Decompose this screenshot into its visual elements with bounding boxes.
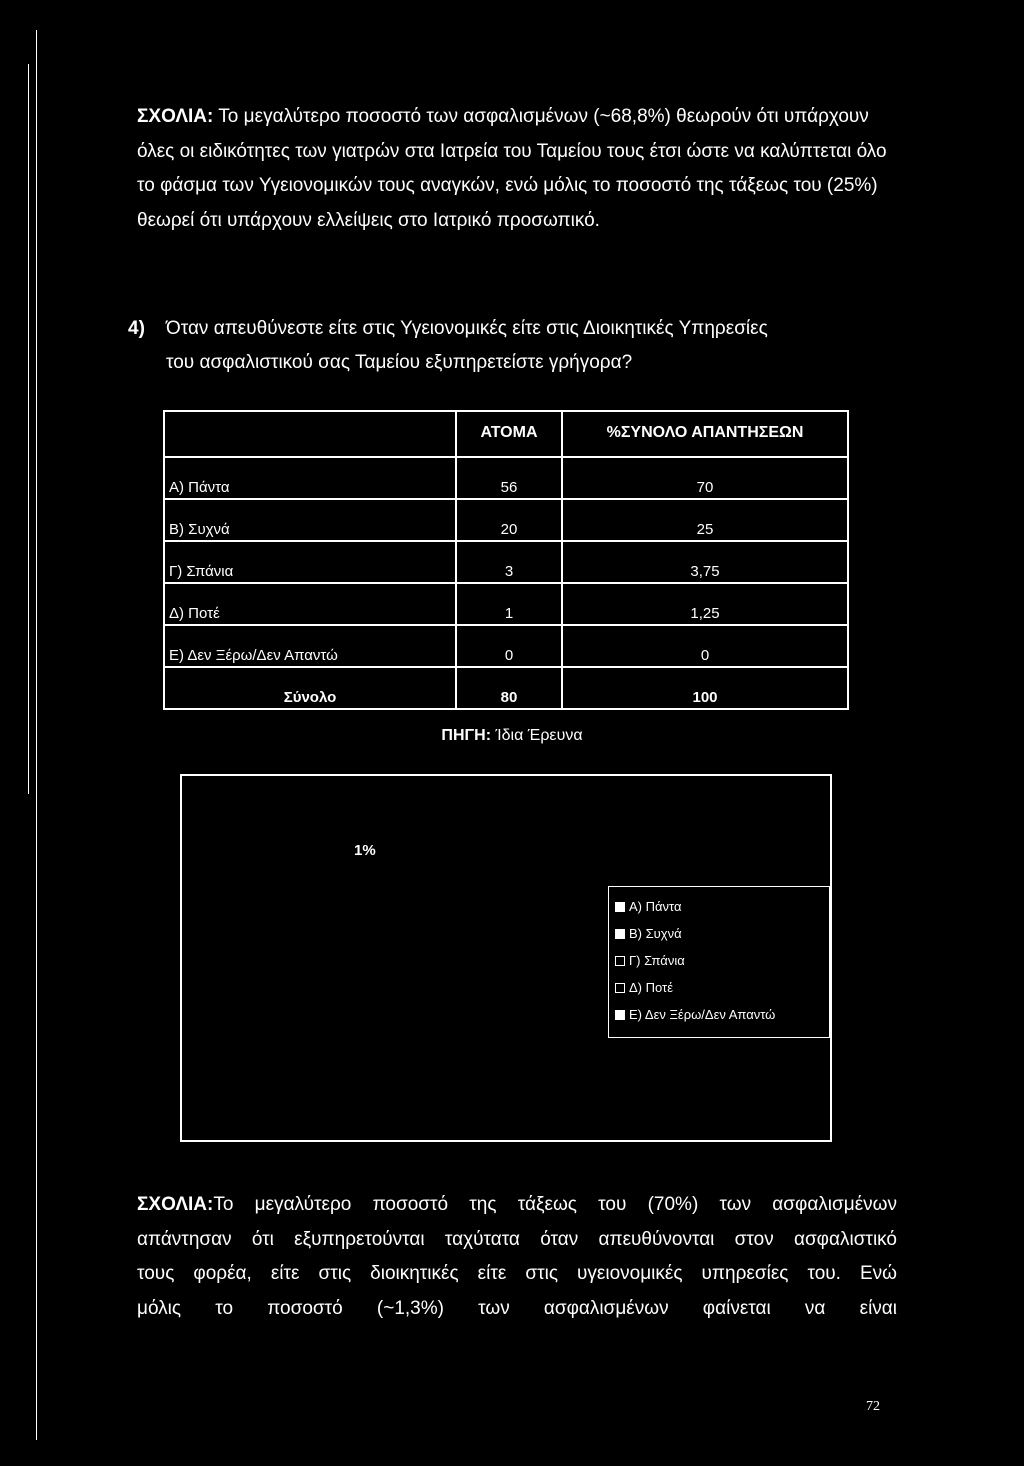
comment-paragraph-2 xyxy=(137,1188,897,1326)
comment2-line-2: απάντησαν ότι εξυπηρετούνται ταχύτατα όταν απευθύνονται στον ασφαλιστικό xyxy=(137,1228,897,1250)
comment2-label: ΣΧΟΛΙΑ: xyxy=(137,1194,214,1215)
comment2-text-start: Το μεγαλύτερο ποσοστό της τάξεως του xyxy=(213,1194,627,1215)
legend-swatch xyxy=(615,983,625,993)
table-row xyxy=(164,457,848,499)
row-percent: 3,75 xyxy=(562,541,848,583)
table-total-row xyxy=(164,667,848,709)
row-label: Δ) Ποτέ xyxy=(164,583,456,625)
row-label: Β) Συχνά xyxy=(164,499,456,541)
left-margin-line xyxy=(28,64,29,794)
legend-swatch xyxy=(615,1010,625,1020)
total-percent: 100 xyxy=(562,667,848,709)
row-label: Γ) Σπάνια xyxy=(164,541,456,583)
row-label: Α) Πάντα xyxy=(164,457,456,499)
source-line xyxy=(0,727,1024,745)
comment2-line-3: τους φορέα, είτε στις διοικητικές είτε στις υγειονομικές υπηρεσίες του. Ενώ xyxy=(137,1263,897,1284)
chart-legend xyxy=(608,886,830,1038)
page-number: 72 xyxy=(866,1399,880,1414)
legend-swatch xyxy=(615,929,625,939)
comment2-line-1 xyxy=(137,1188,897,1223)
legend-swatch xyxy=(615,956,625,966)
legend-label: Α) Πάντα xyxy=(629,899,682,914)
legend-label: Γ) Σπάνια xyxy=(629,953,685,968)
table-row xyxy=(164,541,848,583)
row-percent: 25 xyxy=(562,499,848,541)
source-text: Ίδια Έρευνα xyxy=(495,727,583,744)
row-percent: 1,25 xyxy=(562,583,848,625)
legend-item xyxy=(615,947,829,974)
row-percent: 70 xyxy=(562,457,848,499)
row-count: 56 xyxy=(456,457,562,499)
legend-swatch xyxy=(615,902,625,912)
legend-item xyxy=(615,893,829,920)
row-count: 3 xyxy=(456,541,562,583)
row-count: 20 xyxy=(456,499,562,541)
table-row xyxy=(164,625,848,667)
question-number: 4) xyxy=(128,318,145,339)
pie-data-label: 1% xyxy=(354,842,376,859)
question-line-1: Όταν απευθύνεστε είτε στις Υγειονομικές είτε στις Διοικητικές Υπηρεσίες xyxy=(166,318,768,339)
source-label: ΠΗΓΗ: xyxy=(441,727,492,744)
row-label: Ε) Δεν Ξέρω/Δεν Απαντώ xyxy=(164,625,456,667)
table-row xyxy=(164,583,848,625)
legend-label: Β) Συχνά xyxy=(629,926,682,941)
total-count: 80 xyxy=(456,667,562,709)
legend-item xyxy=(615,974,829,1001)
comment-text: Το μεγαλύτερο ποσοστό των ασφαλισμένων (~68,8%) θεωρούν ότι υπάρχουν όλες οι ειδικότητες των γιατρών στα Ιατρεία του Ταμείου τους έτσι ώστε να καλύπτεται όλο το φάσμα των Υγειονομικών τους αναγκών, ενώ μόλις το ποσοστό της τάξεως του (25%) θεωρεί ότι υπάρχουν ελλείψεις στο Ιατρικό προσωπικό. xyxy=(137,106,887,231)
total-label: Σύνολο xyxy=(164,667,456,709)
question-4 xyxy=(128,312,908,380)
legend-item xyxy=(615,1001,829,1028)
table-row xyxy=(164,499,848,541)
legend-label: Ε) Δεν Ξέρω/Δεν Απαντώ xyxy=(629,1007,776,1022)
comment2-line-4: μόλις το ποσοστό (~1,3%) των ασφαλισμένων φαίνεται να είναι xyxy=(137,1297,897,1319)
table-header-row xyxy=(164,411,848,457)
comment-paragraph-1 xyxy=(137,100,897,238)
row-count: 0 xyxy=(456,625,562,667)
question-line-2: του ασφαλιστικού σας Ταμείου εξυπηρετείστε γρήγορα? xyxy=(166,352,633,373)
row-count: 1 xyxy=(456,583,562,625)
comment2-text-rest: (70%) των ασφαλισμένων xyxy=(647,1194,898,1215)
table-header-percent: %ΣΥΝΟΛΟ ΑΠΑΝΤΗΣΕΩΝ xyxy=(562,411,848,457)
legend-item xyxy=(615,920,829,947)
responses-table xyxy=(163,410,849,710)
table-header-blank xyxy=(164,411,456,457)
pie-chart xyxy=(180,774,832,1142)
comment-label: ΣΧΟΛΙΑ: xyxy=(137,106,214,127)
row-percent: 0 xyxy=(562,625,848,667)
table-header-count: ΑΤΟΜΑ xyxy=(456,411,562,457)
legend-label: Δ) Ποτέ xyxy=(629,980,673,995)
